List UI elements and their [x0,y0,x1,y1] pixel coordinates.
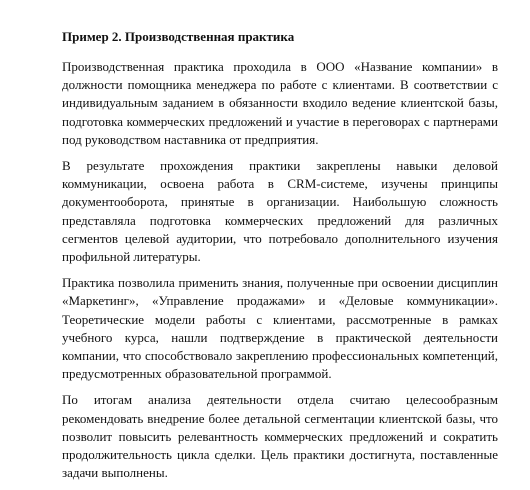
document-page [62,28,498,490]
paragraph-3: Практика позволила применить знания, полученные при освоении дисциплин «Маркетинг», «Управление продажами» и «Деловые коммуникации». Теоретические модели работы с клиентами, рассмотренные в рамках учебного курса, нашли подтверждение в практической деятельности компании, что способствовало закреплению профессиональных компетенций, предусмотренных образовательной программой. [62,275,498,382]
document-heading: Пример 2. Производственная практика [62,29,295,44]
paragraph-1: Производственная практика проходила в ООО «Название компании» в должности помощника менеджера по работе с клиентами. В соответствии с индивидуальным заданием в обязанности входило ведение клиентской базы, подготовка коммерческих предложений и участие в переговорах с партнерами под руководством наставника от предприятия. [62,59,498,147]
paragraph-2: В результате прохождения практики закреплены навыки деловой коммуникации, освоена работа в CRM-системе, изучены принципы документооборота, принятые в организации. Наибольшую сложность представляла подготовка коммерческих предложений для различных сегментов целевой аудитории, что потребовало дополнительного изучения профильной литературы. [62,158,498,265]
paragraph-4: По итогам анализа деятельности отдела считаю целесообразным рекомендовать внедрение более детальной сегментации клиентской базы, что позволит повысить релевантность коммерческих предложений и сократить продолжительность цикла сделки. Цель практики достигнута, поставленные задачи выполнены. [62,392,498,481]
